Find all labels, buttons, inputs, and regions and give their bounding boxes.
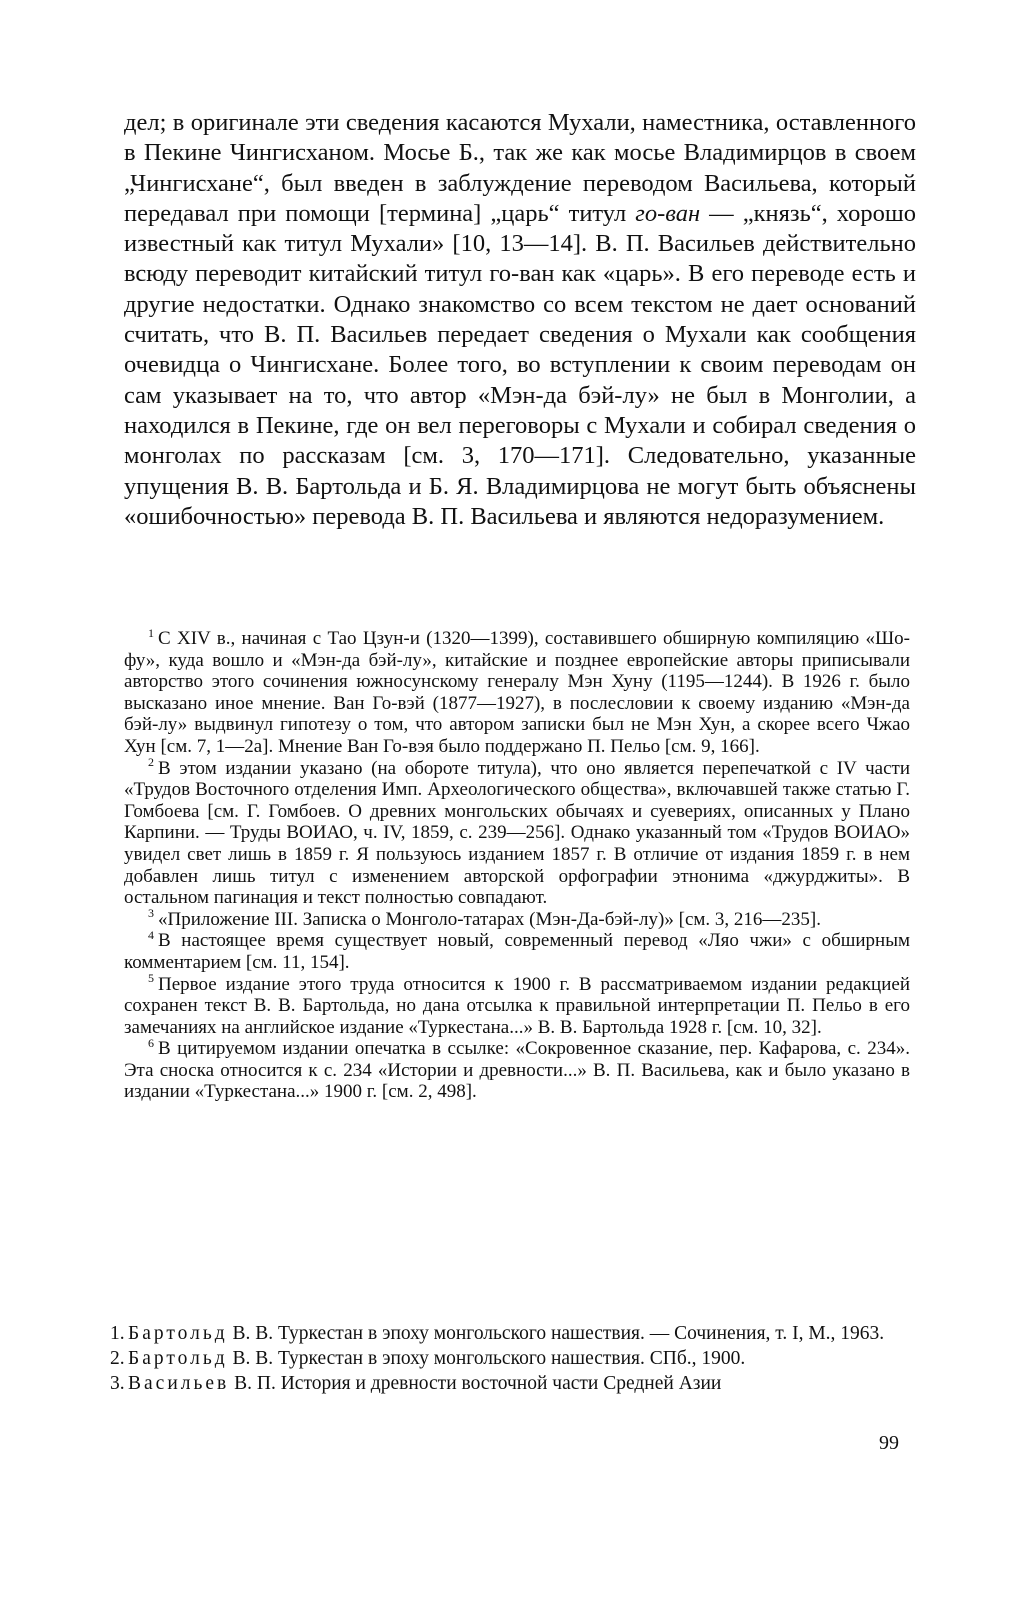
reference-list: [110, 1322, 910, 1397]
footnote-1: [124, 625, 910, 758]
reference-item: [110, 1322, 910, 1345]
reference-number: 3.: [110, 1373, 125, 1394]
footnote-6: [124, 1035, 910, 1103]
footnote-mark: 3: [148, 906, 154, 921]
reference-item: [110, 1347, 910, 1370]
footnote-mark: 1: [148, 625, 154, 640]
reference-text: В. В. Туркестан в эпоху монгольского нашествия. СПб., 1900.: [227, 1348, 746, 1369]
footnote-mark: 5: [148, 971, 154, 986]
reference-item: [110, 1372, 910, 1395]
footnote-mark: 2: [148, 755, 154, 770]
main-text: [124, 108, 916, 532]
main-text-part-2: — „князь“, хорошо известный как титул Мухали» [10, 13—14]. В. П. Васильев действительно всюду переводит китайский титул го-ван как «царь». В его переводе есть и другие недостатки. Однако знакомство со всем текстом не дает оснований считать, что В. П. Васильев передает сведения о Мухали как сообщения очевидца о Чингисхане. Более того, во вступлении к своим переводам он сам указывает на то, что автор «Мэн-да бэй-лу» не был в Монголии, а находился в Пекине, где он вел переговоры с Мухали и собирал сведения о монголах по рассказам [см. 3, 170—171]. Следовательно, указанные упущения В. В. Бартольда и Б. Я. Владимирцова не могут быть объяснены «ошибочностью» перевода В. П. Васильева и являются недоразумением.: [124, 199, 916, 530]
reference-author: Бартольд: [128, 1348, 228, 1369]
footnote-text: В этом издании указано (на обороте титула), что оно является перепечаткой с IV части «Трудов Восточного отделения Имп. Археологического общества», включавшей также статью Г. Гомбоева [см. Г. Гомбоев. О древних монгольских обычаях и суевериях, описанных у Плано Карпини. — Труды ВОИАО, ч. IV, 1859, с. 239—256]. Однако указанный том «Трудов ВОИАО» увидел свет лишь в 1859 г. Я пользуюсь изданием 1857 г. В отличие от издания 1859 г. в нем добавлен лишь титул с изменением авторской орфографии этнонима «джурджиты». В остальном пагинация и текст полностью совпадают.: [124, 757, 910, 909]
footnote-3: [124, 906, 910, 931]
footnote-2: [124, 755, 910, 909]
footnote-text: «Приложение III. Записка о Монголо-татарах (Мэн-Да-бэй-лу)» [см. 3, 216—235].: [158, 908, 821, 930]
reference-author: Васильев: [128, 1373, 230, 1394]
footnotes-section: [124, 625, 910, 1103]
main-text-part-1: дел; в оригинале эти сведения касаются Мухали, наместника, оставленного в Пекине Чингисханом. Мосье Б., так же как мосье Владимирцов в своем „Чингисхане“, был введен в заблуждение переводом Васильева, который передавал при помощи [термина] „царь“ титул: [124, 109, 916, 227]
reference-text: В. П. История и древности восточной части Средней Азии: [229, 1373, 722, 1394]
footnote-mark: 6: [148, 1035, 154, 1050]
footnote-text: В настоящее время существует новый, современный перевод «Ляо чжи» с обширным комментарием [см. 11, 154].: [124, 930, 910, 973]
reference-author: Бартольд: [128, 1323, 228, 1344]
footnote-text: С XIV в., начиная с Тао Цзун-и (1320—1399), составившего обширную компиляцию «Шо-фу», куда вошло и «Мэн-да бэй-лу», китайские и позднее европейские авторы приписывали авторство этого сочинения южносунскому генералу Мэн Хуну (1195—1244). В 1926 г. было высказано иное мнение. Ван Го-вэй (1877—1927), в послесловии к своему изданию «Мэн-да бэй-лу» выдвинул гипотезу о том, что автором записки был не Мэн Хун, а скорее всего Чжао Хун [см. 7, 1—2а]. Мнение Ван Го-вэя было поддержано П. Пельо [см. 9, 166].: [124, 628, 910, 757]
reference-number: 2.: [110, 1348, 125, 1369]
footnote-text: В цитируемом издании опечатка в ссылке: «Сокровенное сказание, пер. Кафарова, с. 234». Эта сноска относится к с. 234 «Истории и древности...» В. П. Васильева, как и было указано в издании «Туркестана...» 1900 г. [см. 2, 498].: [124, 1038, 910, 1103]
footnote-mark: 4: [148, 927, 154, 942]
reference-number: 1.: [110, 1323, 125, 1344]
page-number: 99: [879, 1432, 899, 1454]
reference-text: В. В. Туркестан в эпоху монгольского нашествия. — Сочинения, т. I, М., 1963.: [227, 1323, 885, 1344]
main-text-italic-term: го-ван: [635, 199, 701, 227]
footnote-5: [124, 971, 910, 1039]
footnote-4: [124, 927, 910, 973]
footnote-text: Первое издание этого труда относится к 1900 г. В рассматриваемом издании редакцией сохранен текст В. В. Бартольда, но дана отсылка к правильной интерпретации П. Пельо в его замечаниях на английское издание «Туркестана...» В. В. Бартольда 1928 г. [см. 10, 32].: [124, 973, 910, 1038]
